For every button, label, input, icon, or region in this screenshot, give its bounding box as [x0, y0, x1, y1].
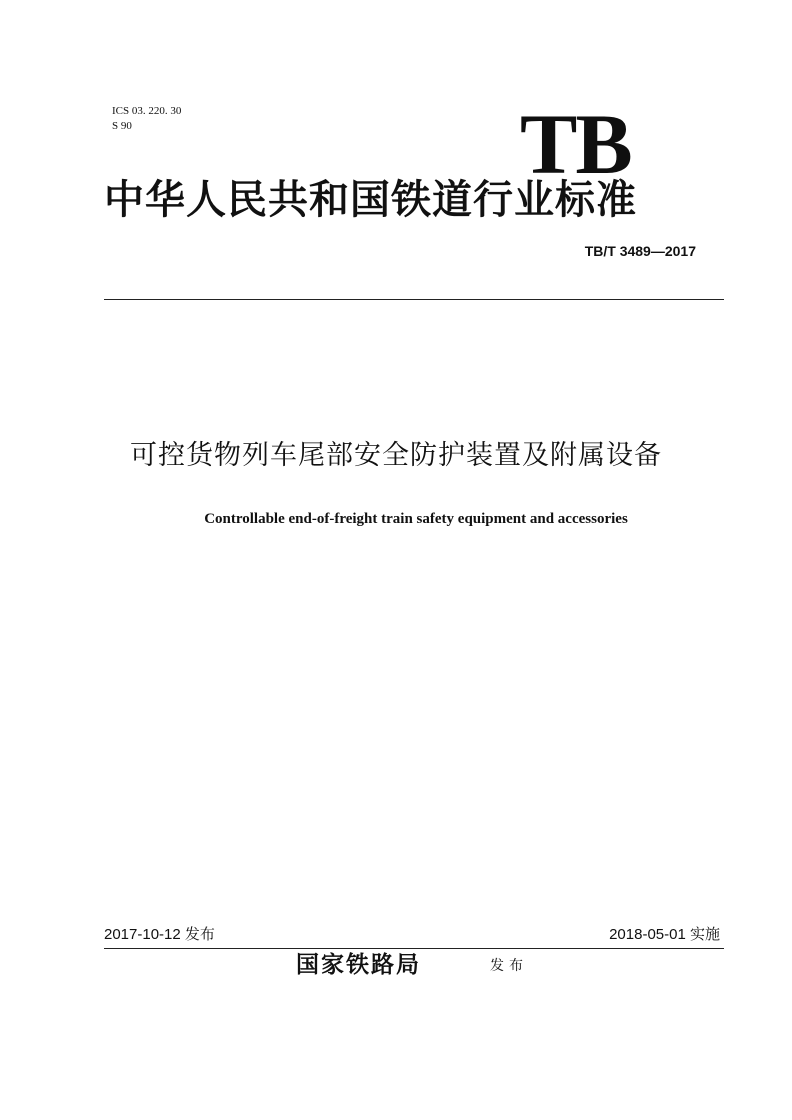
- publisher: 国家铁路局: [296, 951, 421, 978]
- document-title-chinese: 可控货物列车尾部安全防护装置及附属设备: [130, 440, 662, 471]
- tb-logo: TB: [520, 96, 631, 192]
- bottom-divider: [104, 948, 724, 949]
- issue-date: 2017-10-12 发布: [104, 926, 215, 943]
- top-divider: [104, 299, 724, 300]
- standard-name: 中华人民共和国铁道行业标准: [104, 176, 637, 223]
- document-title-english: Controllable end-of-freight train safety equipment and accessories: [204, 511, 628, 527]
- implementation-date: 2018-05-01 实施: [609, 926, 720, 943]
- classification-code: S 90: [112, 120, 132, 132]
- ics-code: ICS 03. 220. 30: [112, 105, 182, 117]
- standard-code: TB/T 3489—2017: [584, 243, 696, 259]
- publisher-suffix: 发布: [490, 958, 528, 974]
